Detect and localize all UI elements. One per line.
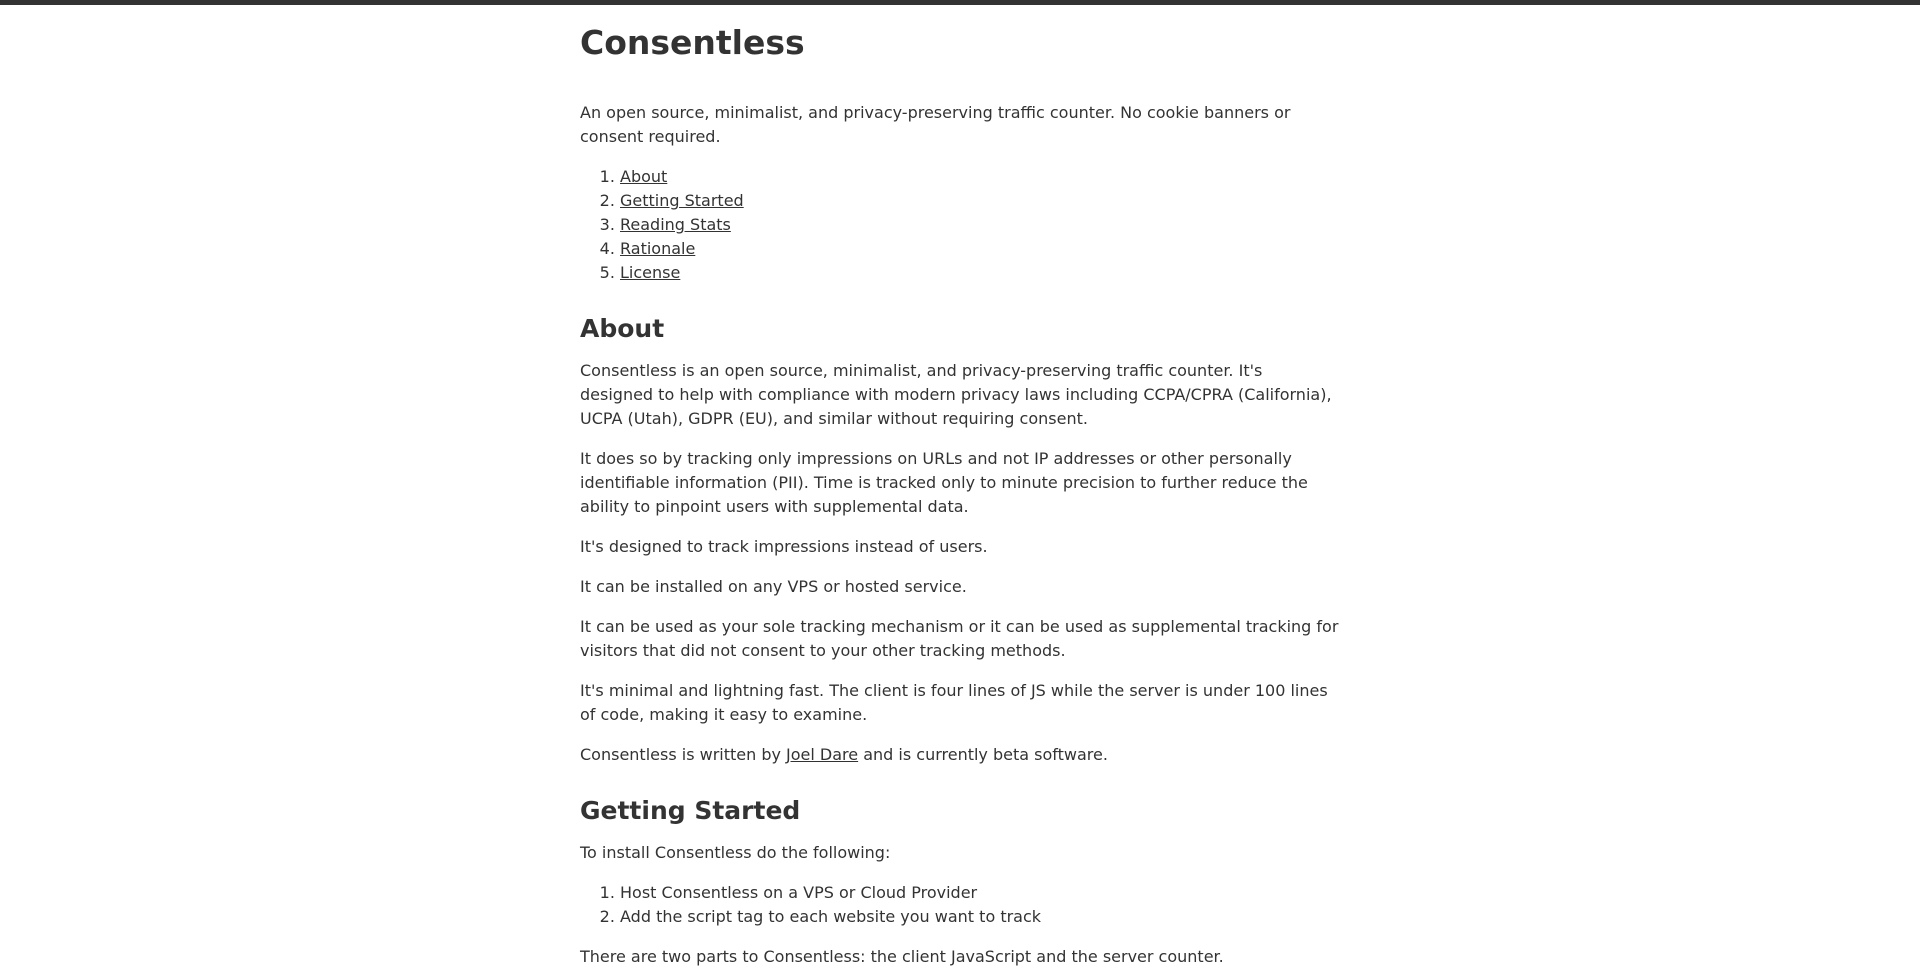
table-of-contents — [580, 165, 1340, 285]
install-step: 2. Add the script tag to each website you want to track — [620, 905, 1340, 929]
about-paragraph: It's designed to track impressions instead of users. — [580, 537, 988, 556]
toc-link-reading-stats[interactable]: Reading Stats — [620, 215, 731, 234]
getting-started-heading: Getting Started — [580, 796, 801, 825]
install-step: 1. Host Consentless on a VPS or Cloud Provider — [620, 881, 1340, 905]
about-paragraph: It does so by tracking only impressions on URLs and not IP addresses or other personally identifiable information (PII). Time is tracked only to minute precision to further reduce the ability to pinpoint users with supplemental data. — [580, 449, 1308, 516]
install-steps — [580, 881, 1340, 929]
about-heading: About — [580, 314, 665, 343]
toc-link-about[interactable]: About — [620, 167, 668, 186]
about-paragraph: It's minimal and lightning fast. The client is four lines of JS while the server is under 100 lines of code, making it easy to examine. — [580, 681, 1328, 724]
getting-started-intro: To install Consentless do the following: — [580, 843, 891, 862]
page-title: Consentless — [580, 23, 805, 62]
about-author-paragraph — [580, 743, 1340, 767]
getting-started-outro: There are two parts to Consentless: the client JavaScript and the server counter. — [580, 947, 1224, 966]
about-paragraph: It can be installed on any VPS or hosted service. — [580, 577, 967, 596]
toc-item — [620, 261, 1340, 285]
toc-item — [620, 237, 1340, 261]
tagline: An open source, minimalist, and privacy-preserving traffic counter. No cookie banners or consent required. — [580, 103, 1291, 146]
author-prefix: Consentless is written by — [580, 745, 787, 764]
about-paragraph: Consentless is an open source, minimalist, and privacy-preserving traffic counter. It's designed to help with compliance with modern privacy laws including CCPA/CPRA (California), UCPA (Utah), GDPR (EU), and similar without requiring consent. — [580, 361, 1332, 428]
toc-link-license[interactable]: License — [620, 263, 681, 282]
about-paragraph: It can be used as your sole tracking mechanism or it can be used as supplemental tracking for visitors that did not consent to your other tracking methods. — [580, 617, 1339, 660]
toc-item — [620, 213, 1340, 237]
toc-link-rationale[interactable]: Rationale — [620, 239, 696, 258]
author-suffix: and is currently beta software. — [858, 745, 1108, 764]
author-link[interactable]: Joel Dare — [786, 745, 859, 764]
toc-item — [620, 165, 1340, 189]
toc-item — [620, 189, 1340, 213]
main-content — [580, 5, 1340, 969]
toc-link-getting-started[interactable]: Getting Started — [620, 191, 744, 210]
